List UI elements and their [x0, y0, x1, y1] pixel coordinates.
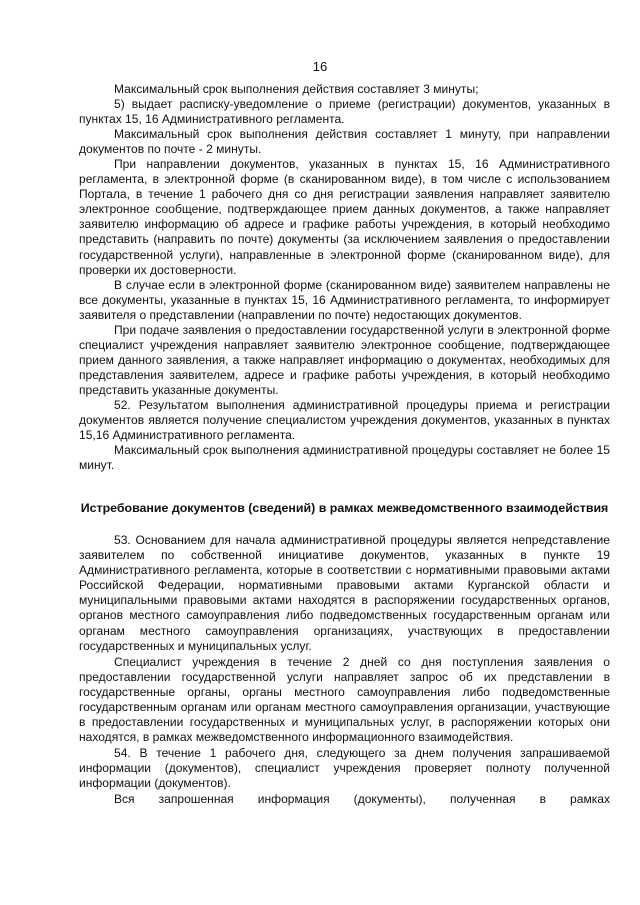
document-body [79, 82, 610, 807]
page-number: 16 [312, 59, 328, 74]
paragraph: В случае если в электронной форме (сканированном виде) заявителем направлены не все документы, указанные в пунктах 15, 16 Административного регламента, то информирует заявителя о представлении (направлении по почте) недостающих документов. [79, 277, 610, 322]
paragraph: При подаче заявления о предоставлении государственной услуги в электронной форме специалист учреждения направляет заявителю электронное сообщение, подтверждающее прием данного заявления, а также направляет информацию о документах, необходимых для представления заявителем, адресе и графике работы учреждения, в который необходимо представить указанные документы. [79, 322, 610, 397]
paragraph: 5) выдает расписку-уведомление о приеме (регистрации) документов, указанных в пунктах 15, 16 Административного регламента. [79, 97, 610, 127]
paragraph: Максимальный срок выполнения действия составляет 3 минуты; [114, 82, 479, 96]
paragraph: 52. Результатом выполнения административной процедуры приема и регистрации документов является получение специалистом учреждения документов, указанных в пунктах 15,16 Административного регламента. [79, 397, 610, 443]
paragraph: 53. Основанием для начала административной процедуры является непредставление заявителем по собственной инициативе документов, указанных в пункте 19 Административного регламента, которые в соответствии с нормативными правовыми актами Российской Федерации, нормативными правовыми актами Курганской области и муниципальными правовыми актами находятся в распоряжении государственных органов, органов местного самоуправления либо подведомственных государственным органам или органам местного самоуправления организациях, участвующих в предоставлении государственных и муниципальных услуг. [79, 533, 610, 653]
paragraph: Специалист учреждения в течение 2 дней со дня поступления заявления о предоставлении государственной услуги направляет запрос об их представлении в государственные органы, органы местного самоуправления либо подведомственные государственным органам или органам местного самоуправления организации, участвующие в предоставлении государственных и муниципальных услуг, в распоряжении которых они находятся, в рамках межведомственного информационного взаимодействия. [79, 654, 610, 744]
section-heading: Истребование документов (сведений) в рамках межведомственного взаимодействия [80, 501, 609, 516]
paragraph: Максимальный срок выполнения действия составляет 1 минуту, при направлении документов по почте - 2 минуты. [79, 127, 610, 157]
paragraph: При направлении документов, указанных в пунктах 15, 16 Административного регламента, в электронной форме (в сканированном виде), в том числе с использованием Портала, в течение 1 рабочего дня со дня регистрации заявления направляет заявителю электронное сообщение, подтверждающее прием данных документов, а также направляет заявителю информацию об адресе и графике работы учреждения, в который необходимо представить (направить по почте) документы (за исключением заявления о предоставлении государственной услуги), направленные в электронной форме (сканированном виде), для проверки их достоверности. [79, 157, 610, 277]
paragraph: Максимальный срок выполнения административной процедуры составляет не более 15 минут. [79, 443, 610, 473]
paragraph-cut: Вся запрошенная информация (документы), полученная в рамках [114, 792, 610, 807]
paragraph: 54. В течение 1 рабочего дня, следующего за днем получения запрашиваемой информации (документов), специалист учреждения проверяет полноту полученной информации (документов). [79, 745, 610, 790]
